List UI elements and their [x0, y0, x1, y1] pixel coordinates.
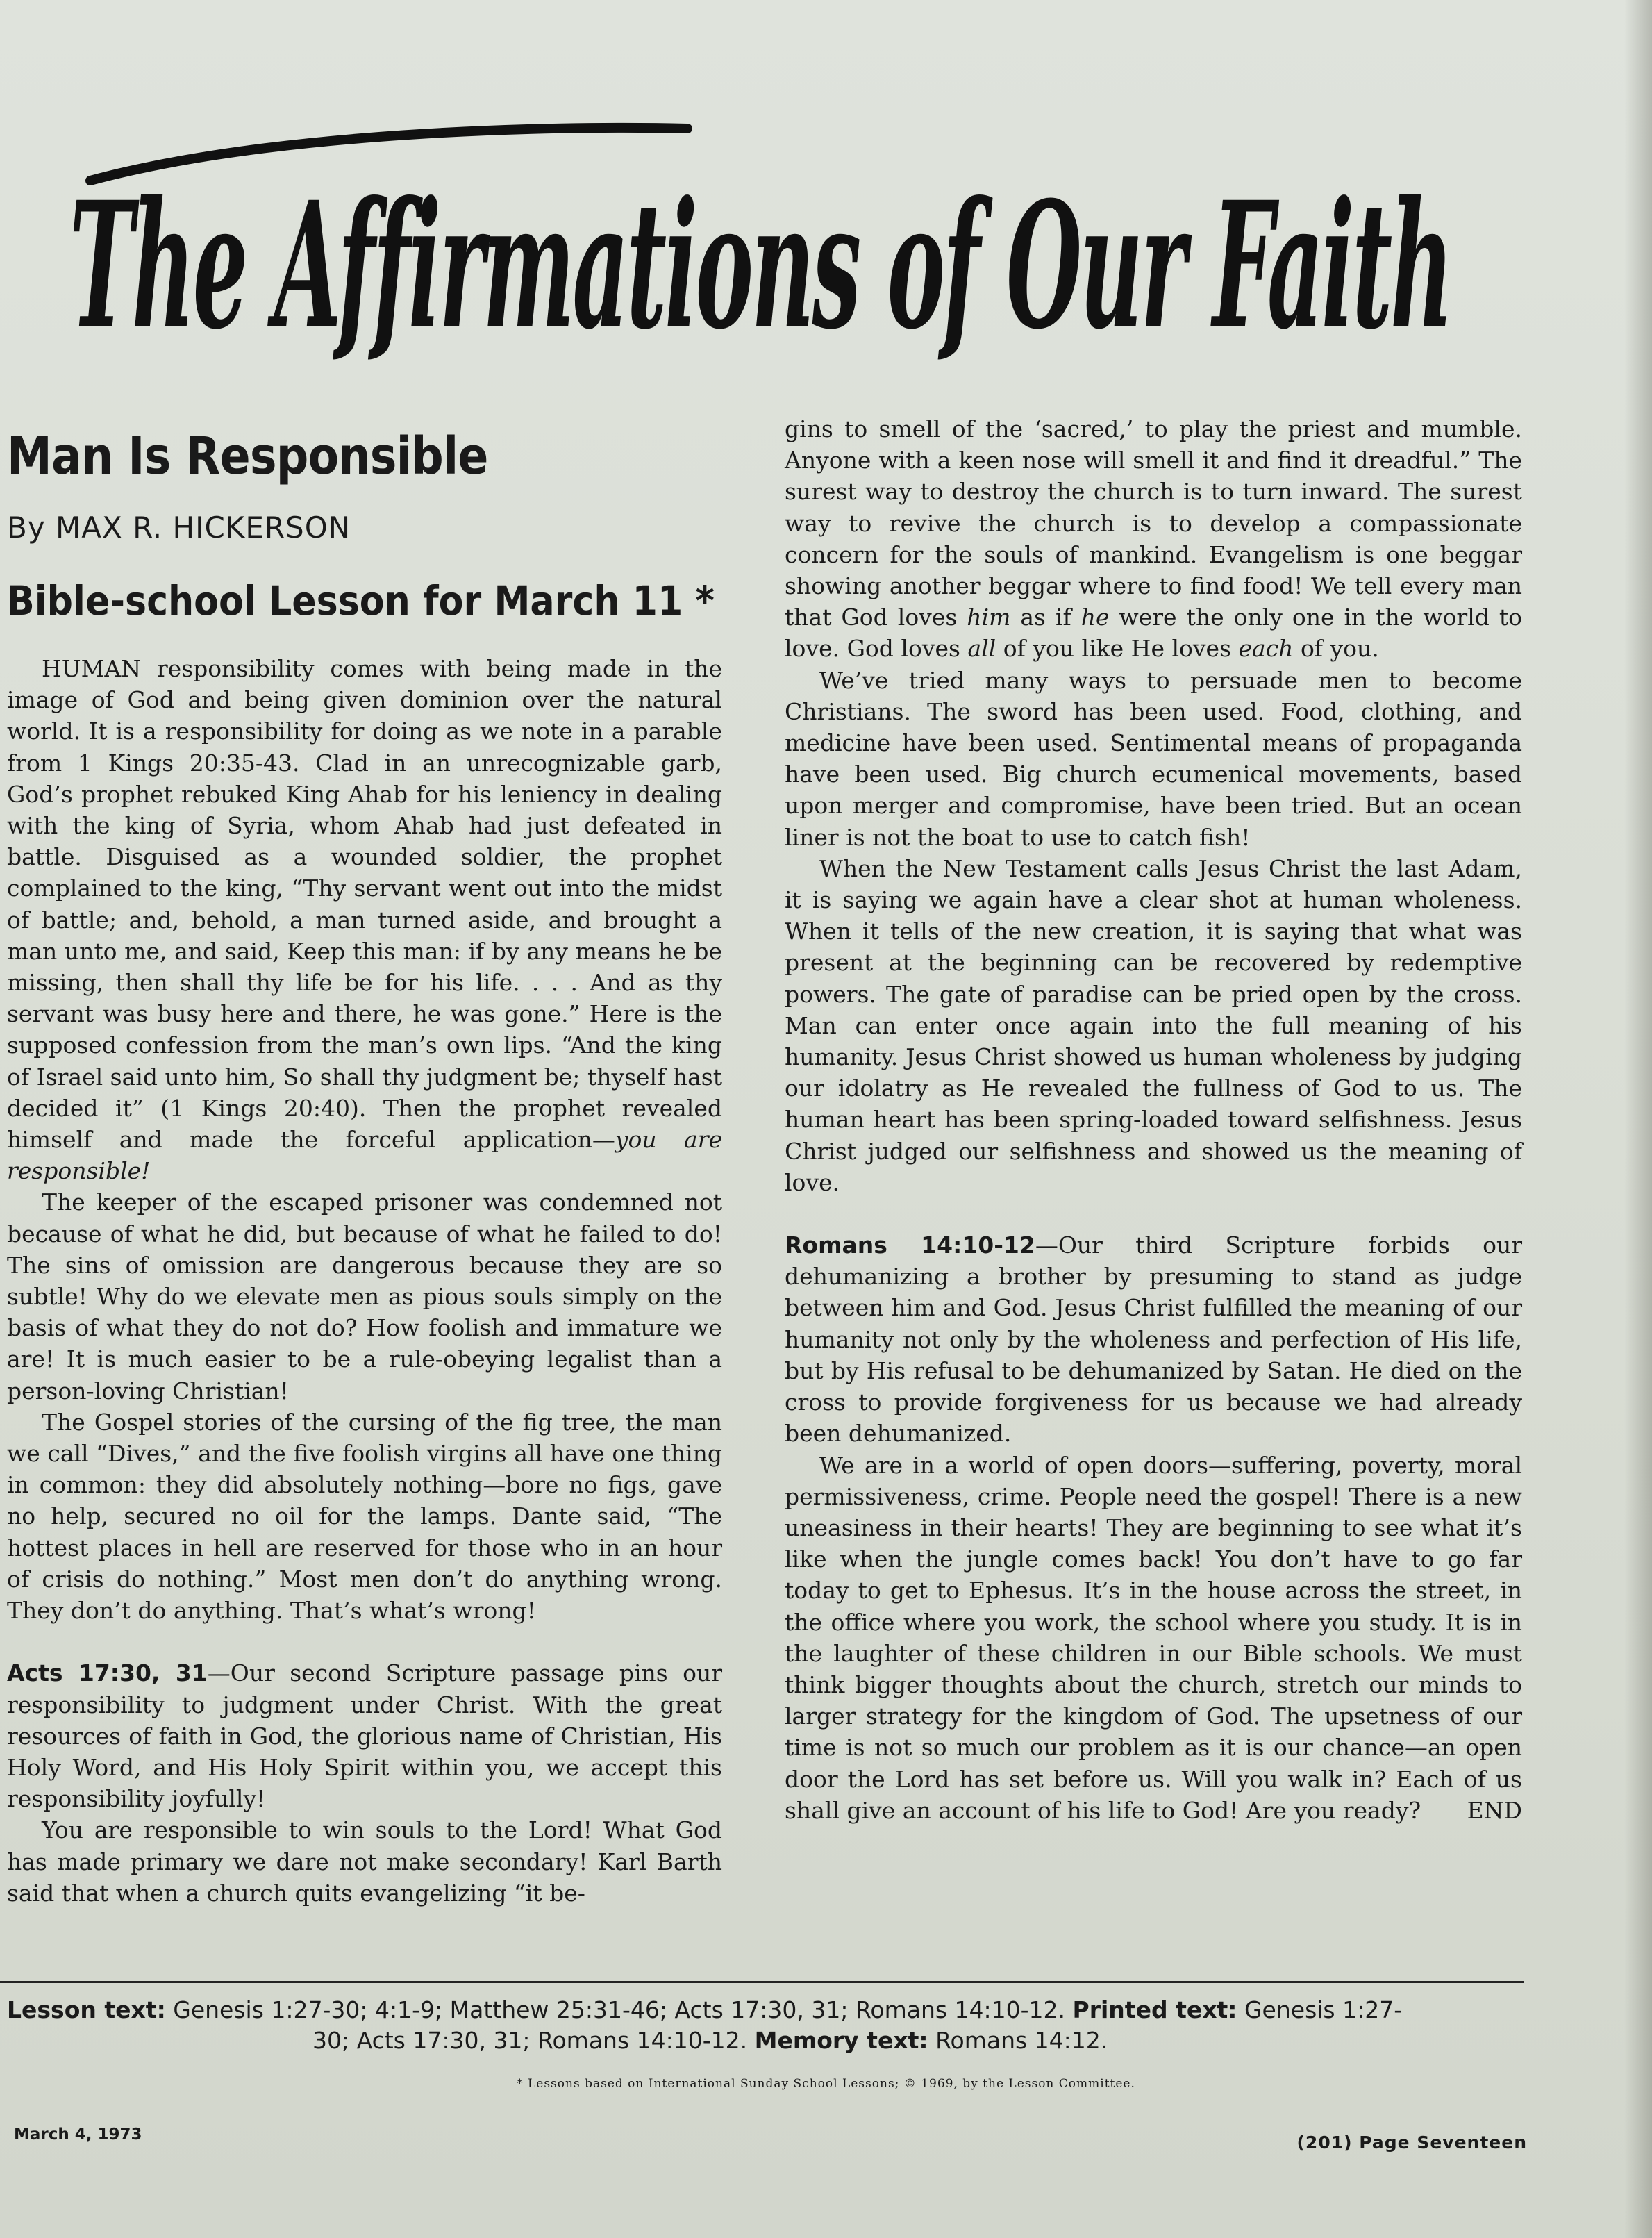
- printed-text-label: Printed text:: [1072, 1996, 1237, 2023]
- lesson-heading-text: Bible-school Lesson for March 11: [7, 577, 683, 624]
- lesson-text-label: Lesson text:: [7, 1996, 166, 2023]
- end-mark: END: [1467, 1796, 1522, 1824]
- scripture-reference: Acts 17:30, 31: [7, 1659, 208, 1687]
- paragraph: [785, 1450, 1522, 1826]
- memory-text-label: Memory text:: [754, 2027, 928, 2054]
- paragraph: [7, 653, 722, 1186]
- paragraph: We’ve tried many ways to persuade men to become Christians. The sword has been used. Food, clothing, and medicine have been used. Sentimental means of propaganda have been used. Big church ecumenical movements, based upon merger and compromise, have been tried. But an ocean liner is not the boat to use to catch fish!: [785, 666, 1522, 851]
- paragraph-text: HUMAN responsibility comes with being made in the image of God and being given dominion over the natural world. It is a responsibility for doing as we note in a parable from 1 Kings 20:35-43. Clad in an unrecognizable garb, God’s prophet rebuked King Ahab for his leniency in dealing with the king of Syria, whom Ahab had just defeated in battle. Disguised as a wounded soldier, the prophet complained to the king, “Thy servant went out into the midst of battle; and, behold, a man turned aside, and brought a man unto me, and said, Keep this man: if by any means he be missing, then shall thy life be for his life. . . . And as thy servant was busy here and there, he was gone.” Here is the supposed confession from the man’s own lips. “And the king of Israel said unto him, So shall thy judgment be; thyself hast decided it” (1 Kings 20:40). Then the prophet revealed himself and made the forceful application—: [7, 655, 722, 1154]
- emphasis-text: each: [1238, 635, 1294, 663]
- lesson-texts-line-1: [7, 1995, 1524, 2025]
- paragraph: [7, 1657, 722, 1814]
- article-title: Man Is Responsible: [7, 426, 488, 486]
- paragraph-text: —Our third Scripture forbids our dehumanizing a brother by presuming to stand as judge between him and God. Jesus Christ fulfilled the meaning of our humanity not only by the wholeness and perfection of His life, but by His refusal to be dehumanized by Satan. He died on the cross to provide forgiveness for us because we had already been dehumanized.: [785, 1232, 1522, 1448]
- emphasis-text: all: [967, 635, 996, 663]
- paragraph: You are responsible to win souls to the Lord! What God has made primary we dare not make secondary! Karl Barth said that when a church quits evangelizing “it be-: [7, 1816, 722, 1907]
- page-edge-shadow: [1624, 0, 1652, 2238]
- lesson-texts-line-2: [7, 2025, 1524, 2056]
- issue-date: March 4, 1973: [14, 2125, 142, 2144]
- paragraph-text: —Our second Scripture passage pins our responsibility to judgment under Christ. With the great resources of faith in God, the glorious name of Christian, His Holy Word, and His Holy Spirit within you, we accept this responsibility joyfully!: [7, 1659, 722, 1813]
- paragraph: [785, 1229, 1522, 1449]
- paragraph-text: as if: [1010, 604, 1081, 631]
- byline: By MAX R. HICKERSON: [7, 511, 351, 545]
- paragraph-text: gins to smell of the ‘sacred,’ to play the priest and mumble. Anyone with a keen nose will smell it and find it dreadful.” The surest way to destroy the church is to turn inward. The surest way to revive the church is to develop a compassionate concern for the souls of mankind. Evangelism is one beggar showing another beggar where to find food! We tell every man that God loves: [785, 415, 1522, 631]
- paragraph: [785, 413, 1522, 665]
- printed-text-value-cont: 30; Acts 17:30, 31; Romans 14:10-12.: [312, 2027, 755, 2054]
- paragraph-text: were the only one in the world to love. God loves: [785, 604, 1522, 663]
- masthead-title: The Affirmations of Our Faith: [69, 163, 1451, 367]
- copyright-footnote: * Lessons based on International Sunday School Lessons; © 1969, by the Lesson Committee.: [517, 2077, 1135, 2091]
- emphasis-text: him: [967, 604, 1011, 631]
- paragraph: The keeper of the escaped prisoner was condemned not because of what he did, but because of what he failed to do! The sins of omission are dangerous because they are so subtle! Why do we elevate men as pious souls simply on the basis of what they do not do? How foolish and immature we are! It is much easier to be a rule-obeying legalist than a person-loving Christian!: [7, 1188, 722, 1404]
- lesson-texts: [7, 1995, 1524, 2056]
- right-column: [785, 413, 1522, 1973]
- left-body: [7, 653, 722, 1909]
- printed-text-value: Genesis 1:27-: [1237, 1996, 1403, 2023]
- paragraph-text: of you.: [1293, 635, 1379, 663]
- page-number: (201) Page Seventeen: [1296, 2132, 1527, 2153]
- lesson-heading: [7, 570, 715, 632]
- memory-text-value: Romans 14:12.: [928, 2027, 1108, 2054]
- lesson-footnote-marker: *: [695, 577, 715, 624]
- emphasis-text: he: [1081, 604, 1110, 631]
- masthead: [62, 104, 1458, 375]
- paragraph-text: of you like He loves: [996, 635, 1239, 663]
- left-column: [7, 420, 722, 1962]
- paragraph-text: We are in a world of open doors—suffering, poverty, moral permissiveness, crime. People need the gospel! There is a new uneasiness in their hearts! They are beginning to see what it’s like when the jungle comes back! You don’t have to go far today to get to Ephesus. It’s in the house across the street, in the office where you work, the school where you study. It is in the laughter of these children in our Bible schools. We must think bigger thoughts about the church, stretch our minds to larger strategy for the kingdom of God. The upsetness of our time is not so much our problem as it is our chance—an open door the Lord has set before us. Will you walk in? Each of us shall give an account of his life to God! Are you ready?: [785, 1451, 1522, 1824]
- masthead-script: [62, 104, 1458, 375]
- right-body: [785, 413, 1522, 1826]
- lesson-text-value: Genesis 1:27-30; 4:1-9; Matthew 25:31-46; Acts 17:30, 31; Romans 14:10-12.: [165, 1996, 1073, 2023]
- footer-divider: [0, 1981, 1524, 1983]
- paragraph: When the New Testament calls Jesus Christ the last Adam, it is saying we again have a clear shot at human wholeness. When it tells of the new creation, it is saying that what was present at the beginning can be recovered by redemptive powers. The gate of paradise can be pried open by the cross. Man can enter once again into the full meaning of his humanity. Jesus Christ showed us human wholeness by judging our idolatry as He revealed the fullness of God to us. The human heart has been spring-loaded toward selfishness. Jesus Christ judged our selfishness and showed us the meaning of love.: [785, 854, 1522, 1196]
- scripture-reference: Romans 14:10-12: [785, 1232, 1035, 1259]
- paragraph: The Gospel stories of the cursing of the fig tree, the man we call “Dives,” and the five foolish virgins all have one thing in common: they did absolutely nothing—bore no figs, gave no help, secured no oil for the lamps. Dante said, “The hottest places in hell are reserved for those who in an hour of crisis do nothing.” Most men don’t do anything wrong. They don’t do anything. That’s what’s wrong!: [7, 1408, 722, 1625]
- emphasis-text: you are responsible!: [7, 1126, 722, 1185]
